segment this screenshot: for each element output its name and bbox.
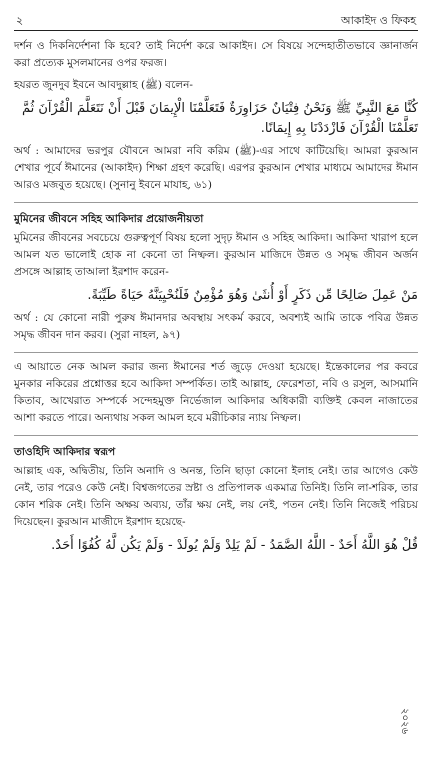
section-heading-tawhid: তাওহিদি আকিদার স্বরূপ <box>14 446 116 458</box>
section-divider-2 <box>14 352 418 353</box>
section-divider-3 <box>14 435 418 436</box>
arabic-hadith: كُنَّا مَعَ النَّبِيِّ ﷺ وَنَحْنُ فِتْيَانٌ حَزَاوِرَةٌ فَتَعَلَّمْنَا الْإِيمَانَ قَبْلَ أَنْ نَتَعَلَّمَ الْقُرْآنَ ثُمَّ تَعَلَّمْنَا الْقُرْآنَ فَازْدَدْنَا بِهِ إِيمَانًا. <box>21 101 418 136</box>
running-header <box>14 10 418 31</box>
paragraph-explanation: এ আয়াতে নেক আমল করার জন্য ঈমানের শর্ত জুড়ে দেওয়া হয়েছে। ইন্তেকালের পর কবরে মুনকার নকিরের প্রশ্নোত্তর হবে আকিদা সম্পর্কিত। তাই আল্লাহ, ফেরেশতা, নবি ও রসুল, আসমানি কিতাব, আখেরাত সম্পর্কে সন্দেহমুক্ত নির্ভেজাল আকিদার অধিকারী ব্যক্তিই কেবল নাজাতের আশা করতে পারে। অন্যথায় সকল আমল হবে মরীচিকার ন্যায় নিষ্ফল। <box>14 361 418 424</box>
paragraph-tawhid: আল্লাহ এক, অদ্বিতীয়, তিনি অনাদি ও অনন্ত, তিনি ছাড়া কোনো ইলাহ নেই। তার আগেও কেউ নেই, তার পরেও কেউ নেই। বিশ্বজগতের স্রষ্টা ও প্রতিপালক একমাত্র তিনিই। তিনি লা-শরিক, তার কোন শরিক নেই। তিনি অক্ষয় অব্যয়, তাঁর ক্ষয় নেই, লয় নেই, পতন নেই। তিনি নিজেই পরিচয় দিয়েছেন। কুরআন মাজীদে ইরশাদ হয়েছে- <box>14 465 418 528</box>
narrator-line: হযরত জুনদুব ইবনে আবদুল্লাহ (ﷺ) বলেন- <box>14 79 193 91</box>
hadith-translation: অর্থ : আমাদের ভরপুর যৌবনে আমরা নবি করিম (ﷺ)-এর সাথে কাটিয়েছি। আমরা কুরআন শেখার পূর্বে ঈমানের (আকাইদ) শিক্ষা গ্রহণ করেছি। এরপর কুরআন শেখার মাধ্যমে আমাদের ঈমান আরও মজবুত হয়েছে। (সুনানু ইবনে মাযাহ, ৬১) <box>14 145 419 191</box>
paragraph-necessity: মুমিনের জীবনের সবচেয়ে গুরুত্বপূর্ণ বিষয় হলো সুদৃঢ় ঈমান ও সহিহ আকিদা। আকিদা খারাপ হলে আমল যত ভালোই হোক না কেনো তা নিষ্ফল। কুরআন মাজিদে উন্নত ও সমৃদ্ধ জীবন অর্জন প্রসঙ্গে আল্লাহ তাআলা ইরশাদ করেন- <box>14 232 418 278</box>
arabic-surah-ikhlas: قُلْ هُوَ اللَّهُ أَحَدٌ - اللَّهُ الصَّمَدُ - لَمْ يَلِدْ وَلَمْ يُولَدْ - وَلَمْ يَكُن لَّهُ كُفُوًا أَحَدٌ. <box>51 538 418 553</box>
paragraph-intro: দর্শন ও দিকনির্দেশনা কি হবে? তাই নির্দেশ করে আকাইদ। সে বিষয়ে সন্দেহাতীতভাবে জ্ঞানার্জন করা প্রত্যেক মুসলমানের ওপর ফরজ। <box>14 40 418 69</box>
section-divider <box>14 202 418 203</box>
page-body <box>14 38 418 560</box>
arabic-ayah-nahl: مَنْ عَمِلَ صَالِحًا مِّن ذَكَرٍ أَوْ أُنثَىٰ وَهُوَ مُؤْمِنٌ فَلَنُحْيِيَنَّهُ حَيَاةً طَيِّبَةً. <box>87 288 418 303</box>
side-folio: ২০২৬ <box>399 707 410 734</box>
running-title: আকাইদ ও ফিকহ <box>341 14 416 27</box>
section-heading-necessity: মুমিনের জীবনে সহিহ আকিদার প্রয়োজনীয়তা <box>14 213 204 225</box>
page-number: ২ <box>16 14 24 27</box>
ayah-translation: অর্থ : যে কোনো নারী পুরুষ ঈমানদার অবস্থায় সৎকর্ম করবে, অবশ্যই আমি তাকে পবিত্র উন্নত সমৃদ্ধ জীবন দান করব। (সুরা নাহল, ৯৭) <box>14 312 418 341</box>
